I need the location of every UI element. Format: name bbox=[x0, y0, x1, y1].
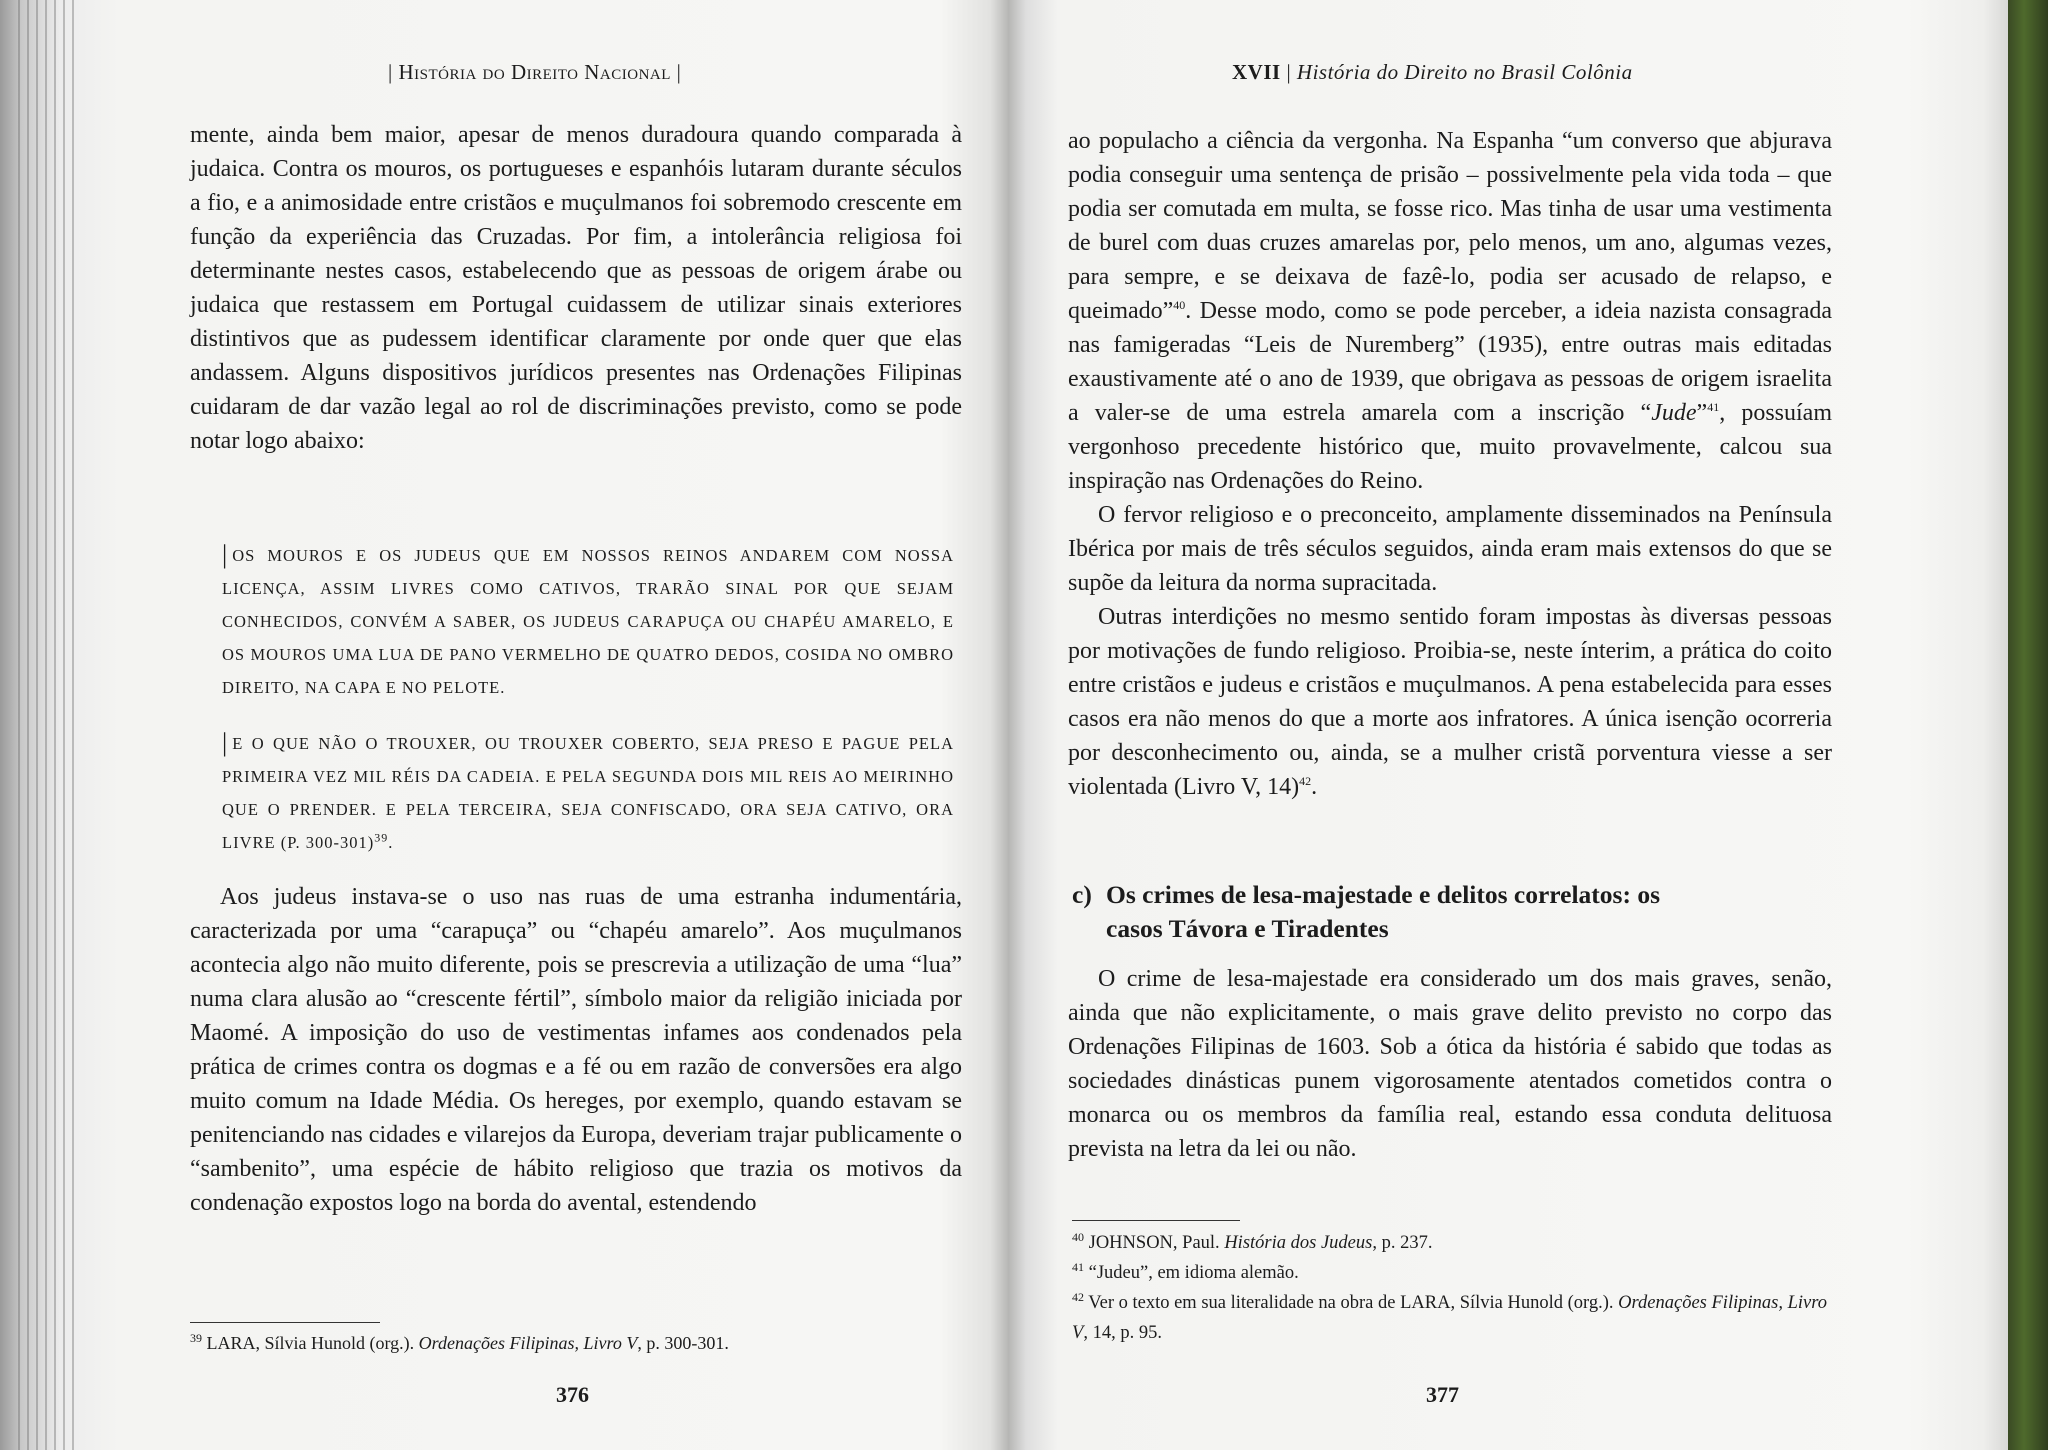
footnote-rule-left bbox=[190, 1322, 380, 1323]
page-edge-shadow bbox=[18, 0, 78, 1450]
footnote-39: $^{39}$ LARA, Sílvia Hunold (org.). Ordenações Filipinas, Livro V, p. 300-301. bbox=[190, 1331, 729, 1353]
footnote-rule-right bbox=[1072, 1220, 1240, 1221]
page-number-left: 376 bbox=[556, 1382, 589, 1407]
book-cover-edge bbox=[2008, 0, 2048, 1450]
footnote-ref-41: 41 bbox=[1707, 400, 1720, 414]
right-body-text-2 bbox=[1068, 962, 1832, 1166]
footnotes-left bbox=[190, 1328, 729, 1358]
right-paragraph-1: ao populacho a ciência da vergonha. Na Espanha “um converso que abjurava podia conseguir uma sentença de prisão – possivelmente pela vida toda – que podia ser comutada em multa, se fosse rico. Mas tinha de usar uma vestimenta de burel com duas cruzes amarelas por, pelo menos, um ano, algumas vezes, para sempre, e se deixava de fazê-lo, podia ser acusado de relapso, e queimado”$^{40}$. Desse modo, como se pode perceber, a ideia nazista consagrada nas famigeradas “Leis de Nuremberg” (1935), entre outras mais editadas exaustivamente até o ano de 1939, que obrigava as pessoas de origem israelita a valer-se de uma estrela amarela com a inscrição “Jude”$^{41}$, possuíam vergonhoso precedente histórico que, muito provavelmente, calcou sua inspiração nas Ordenações do Reino. bbox=[1068, 128, 1833, 494]
left-body-text-2 bbox=[190, 880, 962, 1220]
footnote-40: $^{40}$ JOHNSON, Paul. História dos Judeus, p. 237. bbox=[1072, 1229, 1433, 1253]
block-quote-2: | E O QUE NÃO O TROUXER, OU TROUXER COBERTO, SEJA PRESO E PAGUE PELA PRIMEIRA VEZ MIL RÉIS DA CADEIA. E PELA SEGUNDA DOIS MIL REIS AO MEIRINHO QUE O PRENDER. E PELA TERCEIRA, SEJA CONFISCADO, ORA SEJA CATIVO, ORA LIVRE (P. 300-301)$^{39}$. bbox=[222, 728, 954, 852]
block-quote-1-text: OS MOUROS E OS JUDEUS QUE EM NOSSOS REINOS ANDAREM COM NOSSA LICENÇA, ASSIM LIVRES COMO CATIVOS, TRARÃO SINAL POR QUE SEJAM CONHECIDOS, CONVÉM A SABER, OS JUDEUS CARAPUÇA OU CHAPÉU AMARELO, E OS MOUROS UMA LUA DE PANO VERMELHO DE QUATRO DEDOS, COSIDA NO OMBRO DIREITO, NA CAPA E NO PELOTE. bbox=[222, 546, 954, 697]
block-quote-2-text: E O QUE NÃO O TROUXER, OU TROUXER COBERTO, SEJA PRESO E PAGUE PELA PRIMEIRA VEZ MIL RÉIS DA CADEIA. E PELA SEGUNDA DOIS MIL REIS AO MEIRINHO QUE O PRENDER. E PELA TERCEIRA, SEJA CONFISCADO, ORA SEJA CATIVO, ORA LIVRE (P. 300-301) bbox=[222, 734, 954, 852]
running-head-left: | História do Direito Nacional | bbox=[388, 60, 682, 84]
footnote-42: $^{42}$ Ver o texto em sua literalidade na obra de LARA, Sílvia Hunold (org.). Ordenações Filipinas, Livro V, 14, p. 95. bbox=[1072, 1289, 1827, 1343]
footnote-ref-40: 40 bbox=[1173, 298, 1186, 312]
left-paragraph-1: mente, ainda bem maior, apesar de menos duradoura quando comparada à judaica. Contra os mouros, os portugueses e espanhóis lutaram durante séculos a fio, e a animosidade entre cristãos e muçulmanos foi sobremodo crescente em função da experiência das Cruzadas. Por fim, a intolerância religiosa foi determinante nestes casos, estabelecendo que as pessoas de origem árabe ou judaica que restassem em Portugal cuidassem de utilizar sinais exteriores distintivos que as pudessem identificar claramente por onde quer que elas andassem. Alguns dispositivos jurídicos presentes nas Ordenações Filipinas cuidaram de dar vazão legal ao rol de discriminações previsto, como se pode notar logo abaixo: bbox=[190, 122, 962, 454]
page-number-right: 377 bbox=[1426, 1382, 1459, 1407]
section-heading: c) Os crimes de lesa-majestade e delitos correlatos: os casos Távora e Tiradentes bbox=[1072, 880, 1661, 943]
right-paragraph-2: O fervor religioso e o preconceito, amplamente disseminados na Península Ibérica por mais de três séculos seguidos, ainda eram mais extensos do que se supõe da leitura da norma supracitada. bbox=[1068, 502, 1832, 596]
footnotes-right bbox=[1072, 1228, 1832, 1348]
running-head-right: XVII | História do Direito no Brasil Colônia bbox=[1232, 60, 1633, 84]
left-body-text bbox=[190, 118, 962, 458]
block-quote-1: | OS MOUROS E OS JUDEUS QUE EM NOSSOS REINOS ANDAREM COM NOSSA LICENÇA, ASSIM LIVRES COMO CATIVOS, TRARÃO SINAL POR QUE SEJAM CONHECIDOS, CONVÉM A SABER, OS JUDEUS CARAPUÇA OU CHAPÉU AMARELO, E OS MOUROS UMA LUA DE PANO VERMELHO DE QUATRO DEDOS, COSIDA NO OMBRO DIREITO, NA CAPA E NO PELOTE. bbox=[222, 540, 954, 697]
footnote-ref-42: 42 bbox=[1299, 774, 1312, 788]
section-label: c) bbox=[1072, 880, 1092, 909]
right-paragraph-3: Outras interdições no mesmo sentido foram impostas às diversas pessoas por motivações de fundo religioso. Proibia-se, neste ínterim, a prática do coito entre cristãos e judeus e cristãos e muçulmanos. A pena estabelecida para esses casos era não menos do que a morte aos infratores. A única isenção ocorreria por desconhecimento ou, ainda, se a mulher cristã porventura viesse a ser violentada (Livro V, 14)$^{42}$. bbox=[1068, 604, 1832, 800]
chapter-number: XVII bbox=[1232, 60, 1281, 84]
right-body-text bbox=[1068, 124, 1832, 804]
footnote-ref-39: 39 bbox=[374, 830, 389, 845]
right-paragraph-4: O crime de lesa-majestade era considerado um dos mais graves, senão, ainda que não explicitamente, o mais grave delito previsto no corpo das Ordenações Filipinas de 1603. Sob a ótica da história é sabido que todas as sociedades dinásticas punem vigorosamente atentados cometidos contra o monarca ou os membros da família real, estando essa conduta delituosa prevista na letra da lei ou não. bbox=[1068, 966, 1832, 1162]
chapter-title: História do Direito no Brasil Colônia bbox=[1296, 60, 1633, 84]
footnote-41: $^{41}$ “Judeu”, em idioma alemão. bbox=[1072, 1259, 1299, 1283]
left-paragraph-2: Aos judeus instava-se o uso nas ruas de uma estranha indumentária, caracterizada por uma “carapuça” ou “chapéu amarelo”. Aos muçulmanos acontecia algo não muito diferente, pois se prescrevia a utilização de uma “lua” numa clara alusão ao “crescente fértil”, símbolo maior da religião iniciada por Maomé. A imposição do uso de vestimentas infames aos condenados pela prática de crimes contra os dogmas e a fé ou em razão de conversões era algo muito comum na Idade Média. Os hereges, por exemplo, quando estavam se penitenciando nas cidades e vilarejos da Europa, deveriam trajar publicamente o “sambenito”, uma espécie de hábito religioso que trazia os motivos da condenação expostos logo na borda do avental, estendendo bbox=[190, 884, 962, 1216]
